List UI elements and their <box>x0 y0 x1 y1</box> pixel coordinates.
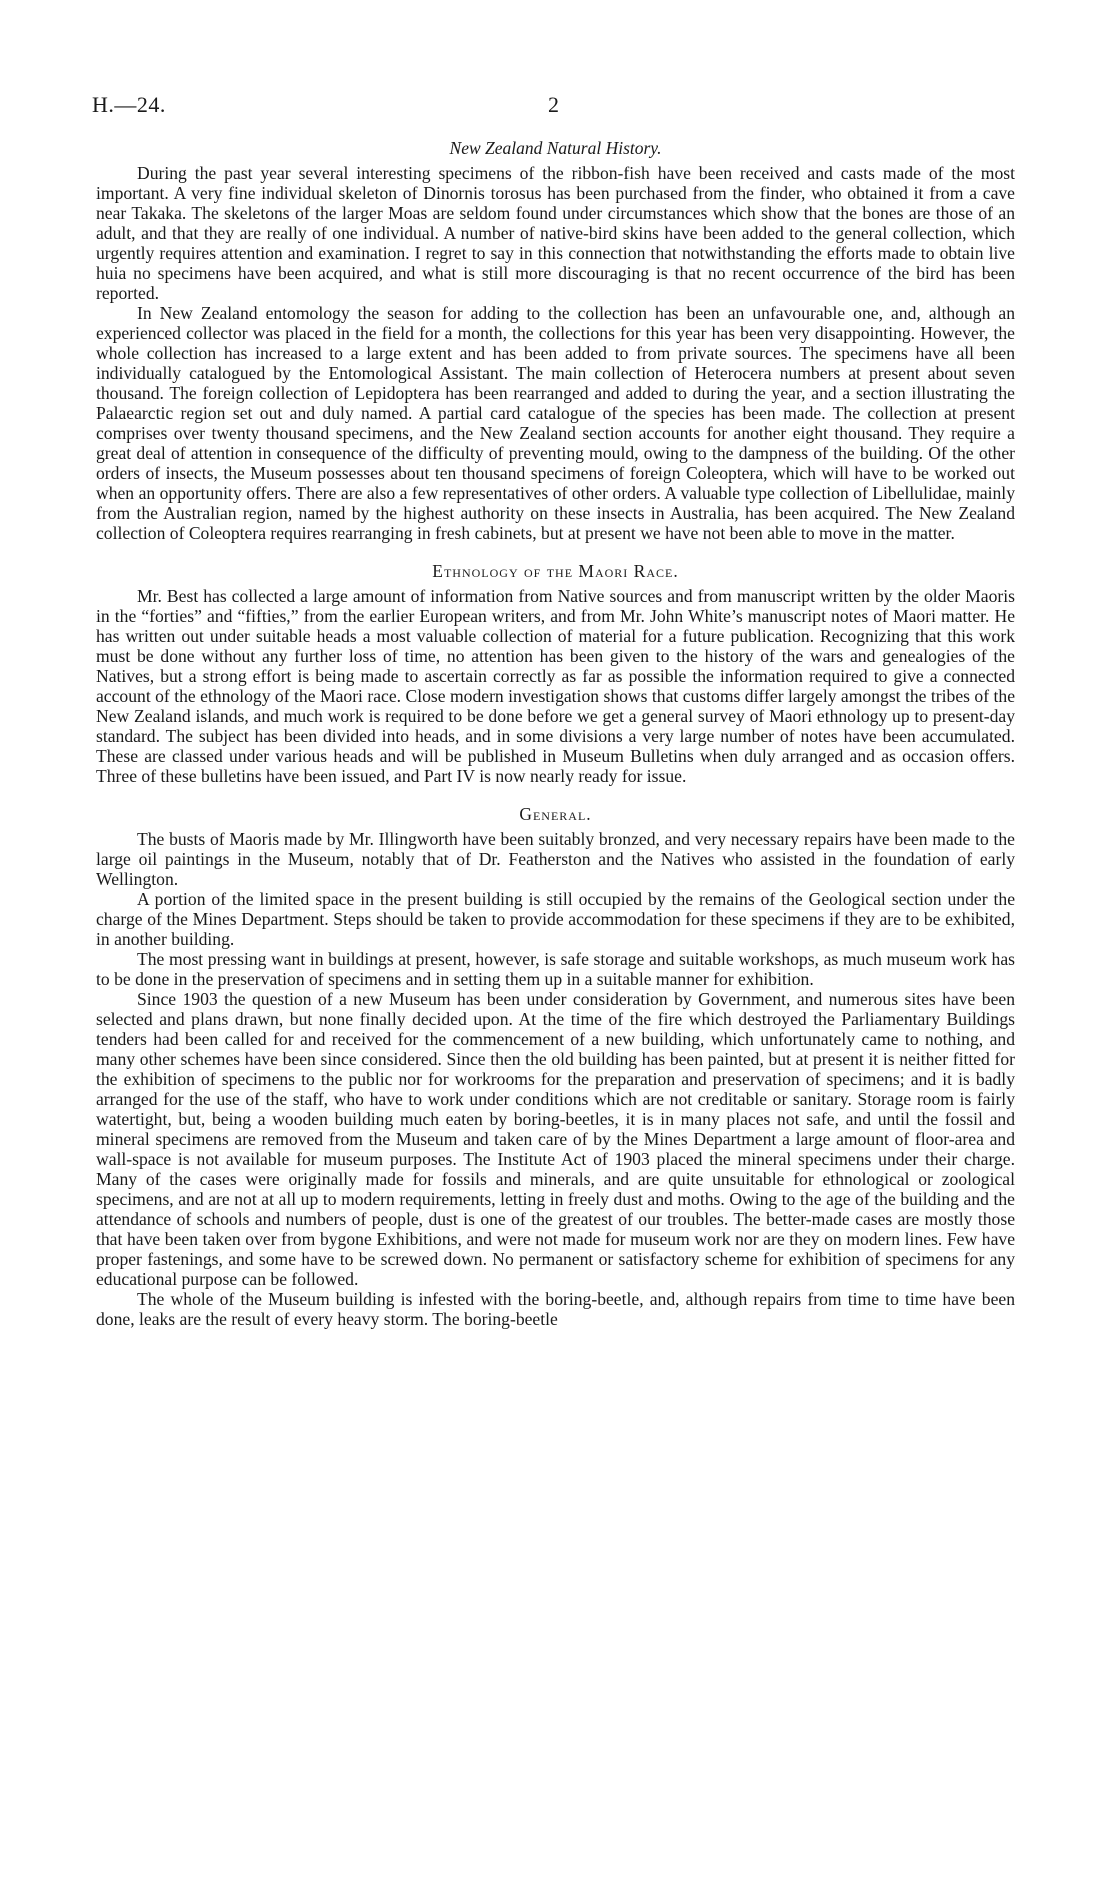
section-heading: Ethnology of the Maori Race. <box>432 561 679 581</box>
paragraph: During the past year several interesting specimens of the ribbon-fish have been received and casts made of the most important. A very fine individual skeleton of Dinornis torosus has been purchased from the finder, who obtained it from a cave near Takaka. The skeletons of the larger Moas are seldom found under circumstances which show that the bones are those of an adult, and that they are really of one individual. A number of native-bird skins have been added to the general collection, which urgently requires attention and examination. I regret to say in this connection that notwithstanding the efforts made to obtain live huia no specimens have been acquired, and what is still more discouraging is that no recent occurrence of the bird has been reported. <box>96 163 1015 303</box>
page-header <box>92 88 1015 122</box>
section-general <box>96 804 1015 1329</box>
paragraph: Mr. Best has collected a large amount of information from Native sources and from manuscript written by the older Maoris in the “forties” and “fifties,” from the earlier European writers, and from Mr. John White’s manuscript notes of Maori matter. He has written out under suitable heads a most valuable collection of material for a future publication. Recognizing that this work must be done without any further loss of time, no attention has been given to the history of the wars and genealogies of the Natives, but a strong effort is being made to ascertain correctly as far as possible the information required to give a connected account of the ethnology of the Maori race. Close modern investigation shows that customs differ largely amongst the tribes of the New Zealand islands, and much work is required to be done before we get a general survey of Maori ethnology up to present-day standard. The subject has been divided into heads, and in some divisions a very large number of notes have been accumulated. These are classed under various heads and will be published in Museum Bulletins when duly arranged and as occasion offers. Three of these bulletins have been issued, and Part IV is now nearly ready for issue. <box>96 586 1015 786</box>
paragraph: A portion of the limited space in the present building is still occupied by the remains of the Geological section under the charge of the Mines Department. Steps should be taken to provide accommodation for these specimens if they are to be exhibited, in another building. <box>96 889 1015 949</box>
paragraph: Since 1903 the question of a new Museum has been under consideration by Government, and numerous sites have been selected and plans drawn, but none finally decided upon. At the time of the fire which destroyed the Parliamentary Buildings tenders had been called for and received for the commencement of a new building, which unfortunately came to nothing, and many other schemes have been since considered. Since then the old building has been painted, but at present it is neither fitted for the exhibition of specimens to the public nor for workrooms for the preparation and preservation of specimens; and it is badly arranged for the use of the staff, who have to work under conditions which are not creditable or sanitary. Storage room is fairly watertight, but, being a wooden building much eaten by boring-beetles, it is in many places not safe, and until the fossil and mineral specimens are removed from the Museum and taken care of by the Mines Department a large amount of floor-area and wall-space is not available for museum purposes. The Institute Act of 1903 placed the mineral specimens under their charge. Many of the cases were originally made for fossils and minerals, and are quite unsuitable for ethnological or zoological specimens, and are not at all up to modern requirements, letting in freely dust and moths. Owing to the age of the building and the attendance of schools and numbers of people, dust is one of the greatest of our troubles. The better-made cases are mostly those that have been taken over from bygone Exhibitions, and were not made for museum work nor are they on modern lines. Few have proper fastenings, and some have to be screwed down. No permanent or satisfactory scheme for exhibition of specimens for any educational purpose can be followed. <box>96 989 1015 1289</box>
paragraph: In New Zealand entomology the season for adding to the collection has been an unfavourable one, and, although an experienced collector was placed in the field for a month, the collections for this year has been very disappointing. However, the whole collection has increased to a large extent and has been added to from private sources. The specimens have all been individually catalogued by the Entomological Assistant. The main collection of Heterocera numbers at present about seven thousand. The foreign collection of Lepidoptera has been rearranged and added to during the year, and a section illustrating the Palaearctic region set out and duly named. A partial card catalogue of the species has been made. The collection at present comprises over twenty thousand specimens, and the New Zealand section accounts for another eight thousand. They require a great deal of attention in consequence of the difficulty of preventing mould, owing to the dampness of the building. Of the other orders of insects, the Museum possesses about ten thousand specimens of foreign Coleoptera, which will have to be worked out when an opportunity offers. There are also a few representatives of other orders. A valuable type collection of Libellulidae, mainly from the Australian region, named by the highest authority on these insects in Australia, has been acquired. The New Zealand collection of Coleoptera requires rearranging in fresh cabinets, but at present we have not been able to move in the matter. <box>96 303 1015 543</box>
document-page <box>92 88 1015 1329</box>
section-heading: New Zealand Natural History. <box>449 138 662 158</box>
section-natural-history <box>96 138 1015 543</box>
page-number: 2 <box>548 92 559 117</box>
paragraph: The most pressing want in buildings at present, however, is safe storage and suitable workshops, as much museum work has to be done in the preservation of specimens and in setting them up in a suitable manner for exhibition. <box>96 949 1015 989</box>
section-heading: General. <box>519 804 592 824</box>
paragraph: The busts of Maoris made by Mr. Illingworth have been suitably bronzed, and very necessary repairs have been made to the large oil paintings in the Museum, notably that of Dr. Featherston and the Natives who assisted in the foundation of early Wellington. <box>96 829 1015 889</box>
section-ethnology <box>96 561 1015 786</box>
document-reference: H.—24. <box>92 92 166 117</box>
paragraph: The whole of the Museum building is infested with the boring-beetle, and, although repairs from time to time have been done, leaks are the result of every heavy storm. The boring-beetle <box>96 1289 1015 1329</box>
